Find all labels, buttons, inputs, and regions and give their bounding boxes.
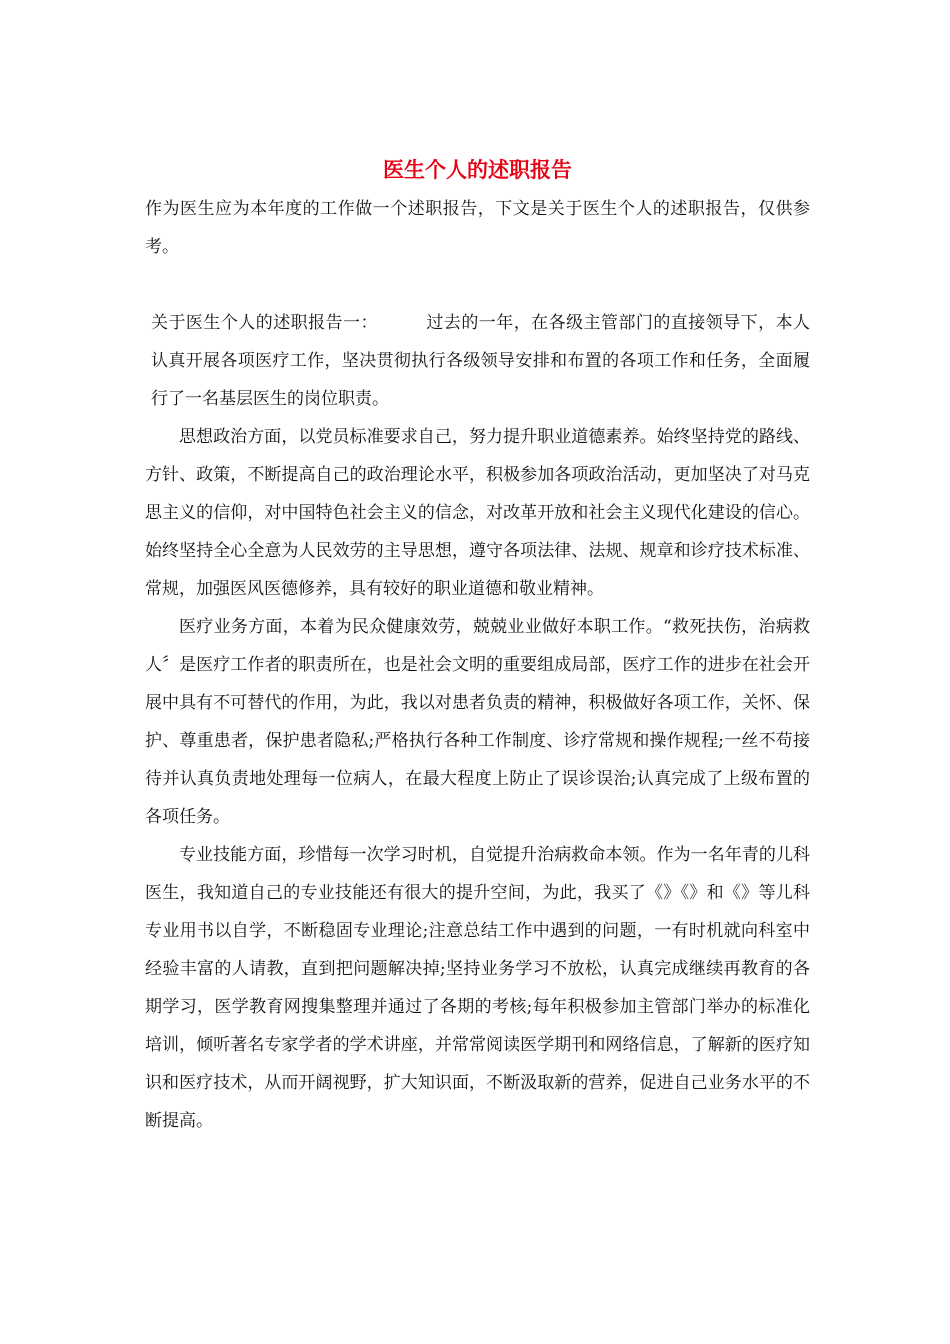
section-one-paragraph xyxy=(145,304,810,418)
section-heading: 关于医生个人的述职报告一： xyxy=(151,313,378,333)
paragraph-medical: 医疗业务方面，本着为民众健康效劳，兢兢业业做好本职工作。“救死扶伤，治病救人〞是医疗工作者的职责所在，也是社会文明的重要组成局部，医疗工作的进步在社会开展中具有不可替代的作用，为此，我以对患者负责的精神，积极做好各项工作，关怀、保护、尊重患者，保护患者隐私;严格执行各种工作制度、诊疗常规和操作规程;一丝不苟接待并认真负责地处理每一位病人，在最大程度上防止了误诊误治;认真完成了上级布置的各项任务。 xyxy=(145,617,810,827)
section-first-text: 过去的一年，在各级主管部门的直接领导下，本人认真开展各项医疗工作，坚决贯彻执行各级领导安排和布置的各项工作和任务，全面履行了一名基层医生的岗位职责。 xyxy=(151,313,811,409)
intro-paragraph: 作为医生应为本年度的工作做一个述职报告，下文是关于医生个人的述职报告，仅供参考。 xyxy=(145,199,810,257)
paragraph-political: 思想政治方面，以党员标准要求自己，努力提升职业道德素养。始终坚持党的路线、方针、政策，不断提高自己的政治理论水平，积极参加各项政治活动，更加坚决了对马克思主义的信仰，对中国特色社会主义的信念，对改革开放和社会主义现代化建设的信心。始终坚持全心全意为人民效劳的主导思想，遵守各项法律、法规、规章和诊疗技术标准、常规，加强医风医德修养，具有较好的职业道德和敬业精神。 xyxy=(145,427,810,599)
document-body xyxy=(145,150,810,1140)
document-title: 医生个人的述职报告 xyxy=(383,157,572,182)
paragraph-skills: 专业技能方面，珍惜每一次学习时机，自觉提升治病救命本领。作为一名年青的儿科医生，我知道自己的专业技能还有很大的提升空间，为此，我买了《》《》和《》等儿科专业用书以自学，不断稳固专业理论;注意总结工作中遇到的问题，一有时机就向科室中经验丰富的人请教，直到把问题解决掉;坚持业务学习不放松，认真完成继续再教育的各期学习，医学教育网搜集整理并通过了各期的考核;每年积极参加主管部门举办的标准化培训，倾听著名专家学者的学术讲座，并常常阅读医学期刊和网络信息，了解新的医疗知识和医疗技术，从而开阔视野，扩大知识面，不断汲取新的营养，促进自己业务水平的不断提高。 xyxy=(145,845,810,1131)
